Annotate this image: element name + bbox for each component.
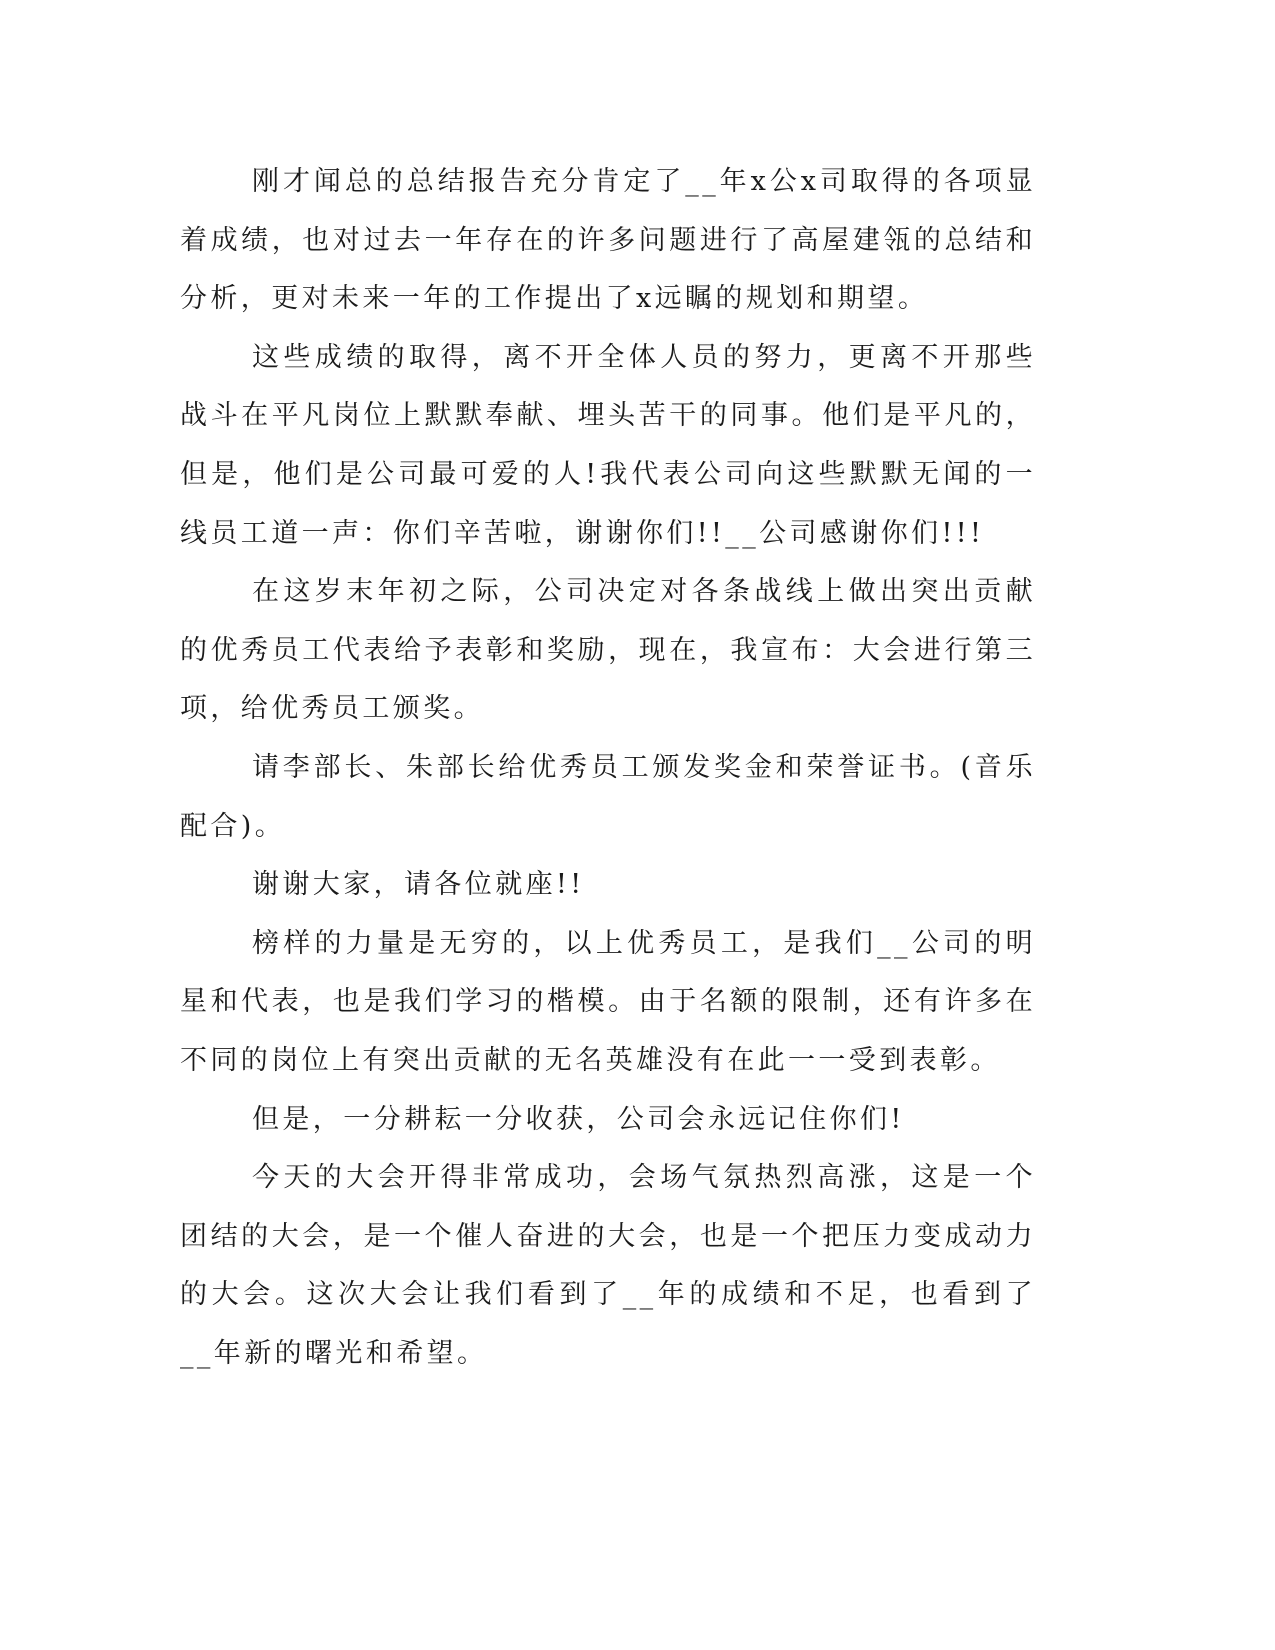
paragraph-3: 在这岁末年初之际，公司决定对各条战线上做出突出贡献的优秀员工代表给予表彰和奖励，现在，我宣布：大会进行第三项，给优秀员工颁奖。 bbox=[180, 576, 1036, 725]
paragraph-8: 今天的大会开得非常成功，会场气氛热烈高涨，这是一个团结的大会，是一个催人奋进的大会，也是一个把压力变成动力的大会。这次大会让我们看到了__年的成绩和不足，也看到了__年新的曙光和希望。 bbox=[180, 1162, 1036, 1369]
paragraph-1: 刚才闻总的总结报告充分肯定了__年x公x司取得的各项显着成绩，也对过去一年存在的许多问题进行了高屋建瓴的总结和分析，更对未来一年的工作提出了x远瞩的规划和期望。 bbox=[180, 166, 1036, 315]
paragraph-5: 谢谢大家，请各位就座!! bbox=[252, 869, 585, 901]
paragraph-2: 这些成绩的取得，离不开全体人员的努力，更离不开那些战斗在平凡岗位上默默奉献、埋头苦干的同事。他们是平凡的，但是，他们是公司最可爱的人!我代表公司向这些默默无闻的一线员工道一声：你们辛苦啦，谢谢你们!!__公司感谢你们!!! bbox=[180, 341, 1036, 549]
document-body bbox=[180, 153, 1036, 1383]
paragraph-4: 请李部长、朱部长给优秀员工颁发奖金和荣誉证书。(音乐配合)。 bbox=[180, 751, 1036, 842]
paragraph-6: 榜样的力量是无穷的，以上优秀员工，是我们__公司的明星和代表，也是我们学习的楷模。由于名额的限制，还有许多在不同的岗位上有突出贡献的无名英雄没有在此一一受到表彰。 bbox=[180, 927, 1036, 1076]
paragraph-7: 但是，一分耕耘一分收获，公司会永远记住你们! bbox=[252, 1103, 905, 1135]
